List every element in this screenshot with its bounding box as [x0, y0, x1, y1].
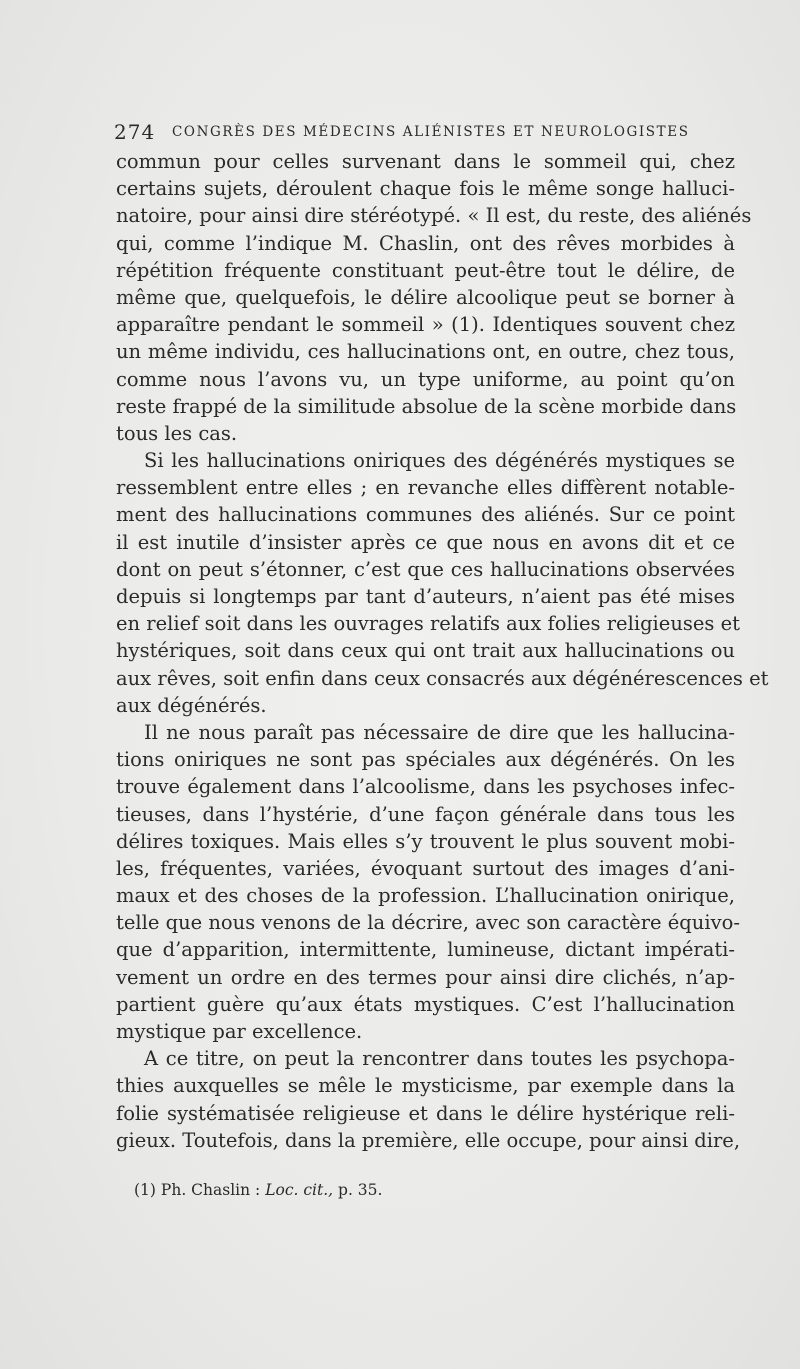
text-line: vement un ordre en des termes pour ainsi dire clichés, n’ap- [116, 965, 735, 989]
text-line: dont on peut s’étonner, c’est que ces hallucinations observées [116, 557, 735, 581]
text-line: aux dégénérés. [116, 693, 267, 717]
footnote-author: Ph. Chaslin : [160, 1181, 261, 1199]
text-line: même que, quelquefois, le délire alcoolique peut se borner à [116, 285, 735, 309]
text-line: hystériques, soit dans ceux qui ont trait aux hallucinations ou [116, 639, 735, 663]
text-line: mystique par excellence. [116, 1020, 363, 1043]
text-line: les, fréquentes, variées, évoquant surtout des images d’ani- [116, 856, 735, 880]
text-line: répétition fréquente constituant peut-être tout le délire, de [116, 258, 735, 282]
text-line: ment des hallucinations communes des aliénés. Sur ce point [116, 503, 735, 527]
text-line: que d’apparition, intermittente, lumineuse, dictant impérati- [116, 938, 735, 962]
text-line: comme nous l’avons vu, un type uniforme, au point qu’on [116, 367, 735, 391]
text-line: gieux. Toutefois, dans la première, elle occupe, pour ainsi dire, [116, 1128, 741, 1152]
page-header [114, 120, 734, 148]
text-line: reste frappé de la similitude absolue de la scène morbide dans [116, 394, 737, 418]
text-line: trouve également dans l’alcoolisme, dans les psychoses infec- [116, 775, 735, 799]
text-line: tions oniriques ne sont pas spéciales aux dégénérés. On les [116, 748, 735, 772]
footnote [134, 1181, 382, 1199]
text-line: commun pour celles survenant dans le sommeil qui, chez [116, 150, 735, 173]
text-line: ressemblent entre elles ; en revanche elles diffèrent notable- [116, 476, 735, 500]
text-line: tieuses, dans l’hystérie, d’une façon générale dans tous les [116, 802, 735, 826]
text-line: Il ne nous paraît pas nécessaire de dire que les hallucina- [144, 720, 735, 744]
footnote-page: p. 35. [338, 1181, 383, 1199]
page-number: 274 [114, 120, 156, 144]
text-line: Si les hallucinations oniriques des dégénérés mystiques se [144, 449, 735, 473]
text-line: qui, comme l’indique M. Chaslin, ont des rêves morbides à [116, 231, 735, 255]
footnote-marker: (1) [134, 1181, 156, 1199]
running-head: CONGRÈS DES MÉDECINS ALIÉNISTES ET NEUROLOGISTES [172, 124, 690, 140]
text-line: maux et des choses de la profession. L’hallucination onirique, [116, 884, 735, 908]
text-line: délires toxiques. Mais elles s’y trouvent le plus souvent mobi- [116, 829, 735, 853]
text-line: en relief soit dans les ouvrages relatifs aux folies religieuses et [116, 612, 741, 636]
text-line: tous les cas. [116, 421, 238, 445]
text-line: aux rêves, soit enfin dans ceux consacrés aux dégénérescences et [116, 666, 769, 690]
text-line: folie systématisée religieuse et dans le délire hystérique reli- [116, 1101, 735, 1125]
text-line: partient guère qu’aux états mystiques. C’est l’hallucination [116, 992, 735, 1016]
text-line: certains sujets, déroulent chaque fois le même songe halluci- [116, 177, 735, 201]
text-line: A ce titre, on peut la rencontrer dans toutes les psychopa- [144, 1047, 735, 1071]
footnote-citation: Loc. cit., [265, 1181, 334, 1199]
text-line: thies auxquelles se mêle le mysticisme, par exemple dans la [116, 1074, 735, 1098]
text-line: depuis si longtemps par tant d’auteurs, n’aient pas été mises [116, 585, 735, 608]
text-line: telle que nous venons de la décrire, avec son caractère équivo- [116, 911, 740, 935]
body-text [116, 148, 769, 1154]
text-line: natoire, pour ainsi dire stéréotypé. « Il est, du reste, des aliénés [116, 204, 752, 228]
text-line: un même individu, ces hallucinations ont, en outre, chez tous, [116, 340, 735, 364]
text-line: il est inutile d’insister après ce que nous en avons dit et ce [116, 530, 735, 554]
text-line: apparaître pendant le sommeil » (1). Identiques souvent chez [116, 313, 735, 337]
